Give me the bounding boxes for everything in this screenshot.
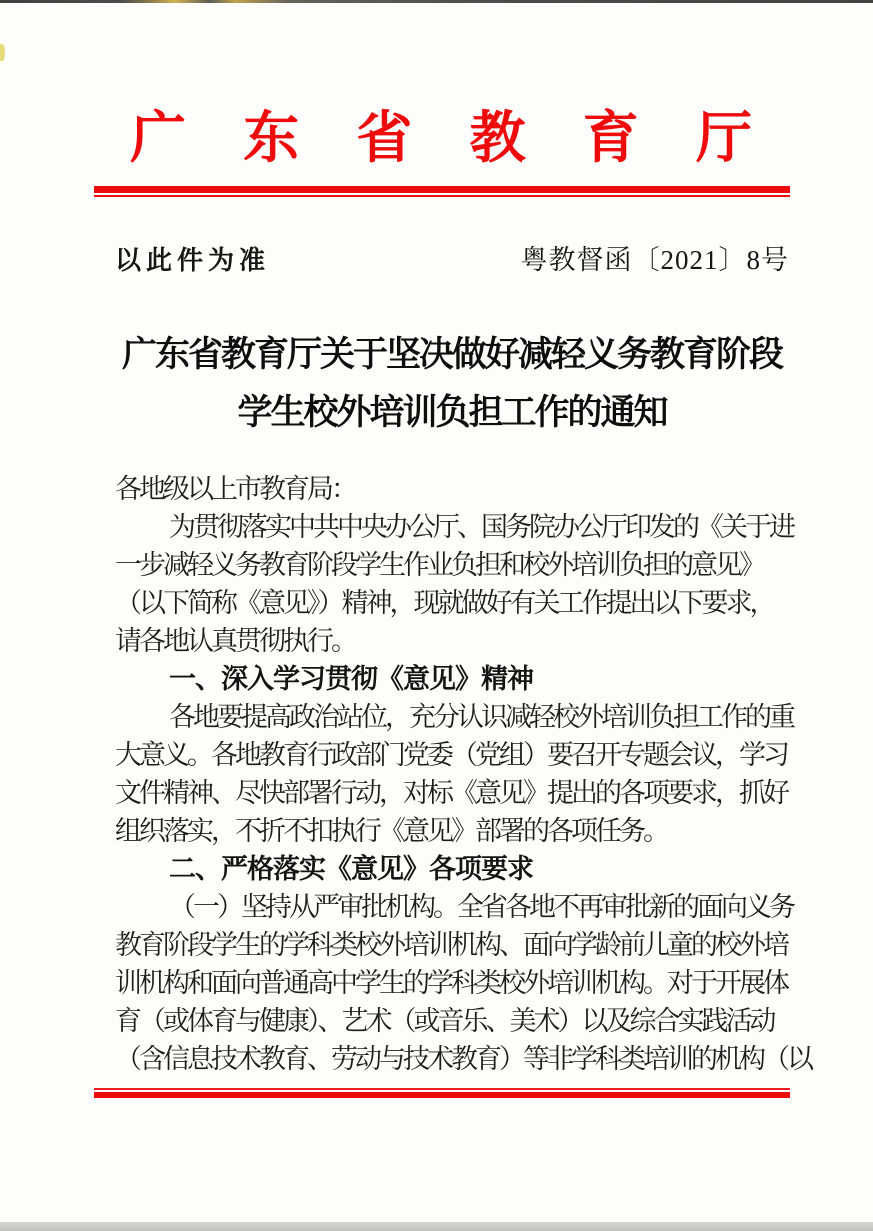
body-line: （以下简称《意见》）精神，现就做好有关工作提出以下要求， xyxy=(115,588,774,618)
letterhead-char: 广 xyxy=(130,108,186,170)
document-title-line2: 学生校外培训负担工作的通知 xyxy=(237,393,667,432)
rule-thick-line xyxy=(94,1092,790,1098)
document-body xyxy=(115,470,811,1078)
body-line: 为贯彻落实中共中央办公厅、国务院办公厅印发的《关于进 xyxy=(169,512,793,542)
body-heading-1: 一、深入学习贯彻《意见》精神 xyxy=(169,664,533,694)
rule-thin-line xyxy=(94,1088,790,1090)
letterhead-char: 厅 xyxy=(695,108,752,170)
body-line: 请各地认真贯彻执行。 xyxy=(115,626,355,656)
body-heading-2: 二、严格落实《意见》各项要求 xyxy=(169,854,533,884)
body-line: 训机构和面向普通高中学生的学科类校外培训机构。对于开展体 xyxy=(115,968,787,998)
body-line: 大意义。各地教育行政部门党委（党组）要召开专题会议，学习 xyxy=(115,740,787,770)
footer-rule xyxy=(94,1088,790,1098)
body-line: 文件精神、尽快部署行动，对标《意见》提出的各项要求，抓好 xyxy=(115,778,787,808)
letterhead-char: 省 xyxy=(356,108,413,170)
body-line: 教育阶段学生的学科类校外培训机构、面向学龄前儿童的校外培 xyxy=(115,930,787,960)
body-line: 各地要提高政治站位，充分认识减轻校外培训负担工作的重 xyxy=(169,702,793,732)
document-title-line1: 广东省教育厅关于坚决做好减轻义务教育阶段 xyxy=(121,335,782,374)
document-title xyxy=(115,326,789,442)
scan-artifact-top-edge xyxy=(0,0,873,3)
copy-note: 以此件为准 xyxy=(115,245,271,275)
letterhead-rule xyxy=(94,186,790,197)
rule-thin-line xyxy=(94,195,790,197)
body-line: （一）坚持从严审批机构。全省各地不再审批新的面向义务 xyxy=(169,892,793,922)
rule-thick-line xyxy=(94,186,790,193)
letterhead-char: 教 xyxy=(469,108,526,170)
body-line: 育（或体育与健康）、艺术（或音乐、美术）以及综合实践活动 xyxy=(115,1006,774,1036)
letterhead-char: 育 xyxy=(582,108,639,170)
scan-artifact-bottom-edge xyxy=(0,1222,873,1231)
letterhead-agency-name xyxy=(130,106,752,172)
letterhead-char: 东 xyxy=(243,108,300,170)
body-line-salutation: 各地级以上市教育局： xyxy=(115,474,355,504)
body-line: 组织落实，不折不扣执行《意见》部署的各项任务。 xyxy=(115,816,667,846)
scan-artifact-left-smudge xyxy=(0,44,5,61)
body-line: 一步减轻义务教育阶段学生作业负担和校外培训负担的意见》 xyxy=(115,550,763,580)
body-line: （含信息技术教育、劳动与技术教育）等非学科类培训的机构（以 xyxy=(115,1044,811,1074)
doc-number: 粤教督函〔2021〕8号 xyxy=(520,245,789,275)
meta-row xyxy=(115,238,789,275)
